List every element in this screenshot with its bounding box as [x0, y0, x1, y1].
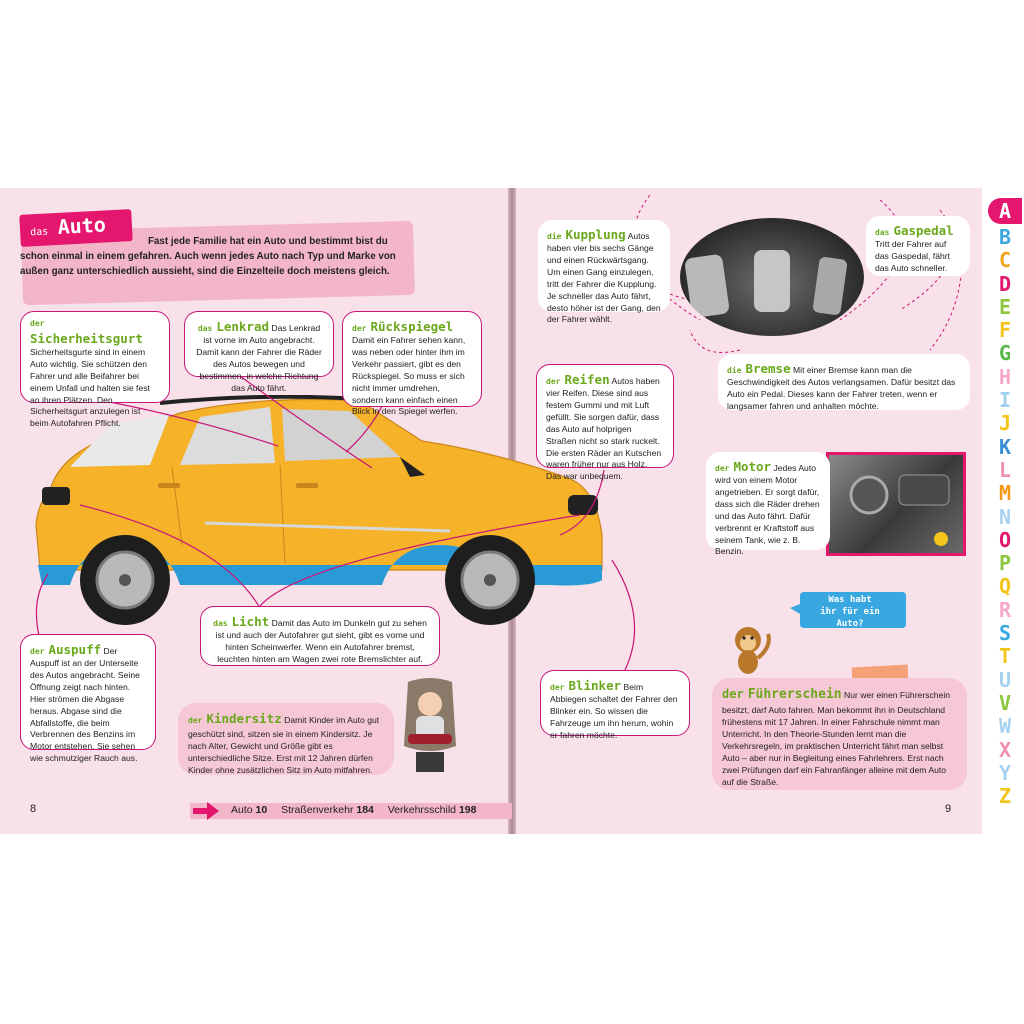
rueckspiegel-article: der — [352, 324, 367, 333]
speech-line1: Was habt — [828, 595, 872, 605]
blinker-box — [540, 670, 690, 740]
lenkrad-term: Lenkrad — [216, 319, 269, 334]
alphabet-letter[interactable]: C — [998, 248, 1012, 273]
bremse-text: Mit einer Bremse kann man die Geschwindigkeit des Autos verlangsamen. Dafür besitzt das Auto ein Pedal. Dieses kann der Fahrer treten, wenn er langsamer fahren und anhalten möchte. — [727, 365, 956, 411]
alphabet-letter[interactable]: D — [998, 271, 1012, 296]
alphabet-letter[interactable]: B — [998, 225, 1012, 249]
kupplung-term: Kupplung — [565, 227, 626, 242]
crossref-link[interactable]: Straßenverkehr 184 — [281, 804, 374, 816]
kupplung-box — [538, 220, 670, 325]
child-seat-photo — [394, 676, 466, 776]
arrow-right-icon — [193, 802, 219, 820]
bremse-term: Bremse — [745, 361, 791, 376]
licht-box — [200, 606, 440, 666]
lenkrad-article: das — [197, 324, 213, 333]
auspuff-term: Auspuff — [48, 642, 102, 657]
licht-article: das — [213, 619, 228, 628]
crossref-link[interactable]: Verkehrsschild 198 — [387, 804, 477, 816]
auspuff-article: der — [30, 647, 45, 656]
kindersitz-box — [178, 703, 394, 775]
fuehrerschein-article: der — [722, 687, 744, 701]
speech-text — [808, 594, 892, 630]
bremse-article: die — [727, 366, 742, 375]
pedals-photo — [680, 218, 864, 336]
kindersitz-article: der — [188, 716, 203, 725]
reifen-article: der — [546, 377, 561, 386]
rueckspiegel-text: Damit ein Fahrer sehen kann, was neben oder hinter ihm im Verkehr passiert, gibt es den Rückspiegel. So muss er sich nicht immer umdrehen, sondern kann einfach einen Blick in den Spiegel werfen. — [352, 335, 466, 417]
alphabet-letter[interactable]: N — [998, 504, 1012, 529]
intro-text: Fast jede Familie hat ein Auto und bestimmt bist du schon einmal in einem gefahren. Auch wenn jedes Auto nach Typ und Marke von außen ganz unterschiedlich aussieht, sind die Einzelteile doch meistens gleich. — [20, 236, 396, 278]
rueckspiegel-term: Rückspiegel — [370, 319, 454, 334]
sicherheitsgurt-term: Sicherheitsgurt — [30, 330, 143, 346]
alphabet-index — [988, 198, 1022, 808]
alphabet-letter[interactable]: G — [998, 341, 1012, 366]
fuehrerschein-box — [712, 678, 967, 790]
auspuff-text: Der Auspuff ist an der Unterseite des Autos angebracht. Seine Öffnung zeigt nach hinten. Hier strömen die Abgase heraus. Abgase sind die Abfallstoffe, die beim Verbrennen des Benzins im Motor entstehen. Sie sehen wie schmutziger Rauch aus. — [30, 646, 140, 764]
alphabet-letter[interactable]: R — [998, 597, 1012, 622]
motor-text: Jedes Auto wird von einem Motor angetrieben. Er sorgt dafür, dass sich die Räder drehen und das Auto fährt. Dafür verbrennt er Kraftstoff aus seinem Tank, wie z. B. Benzin. — [715, 463, 820, 557]
alphabet-letter[interactable]: Q — [998, 574, 1012, 599]
alphabet-letter[interactable]: J — [998, 411, 1012, 436]
speech-highlight: Auto? — [836, 619, 864, 630]
alphabet-letter[interactable]: H — [998, 364, 1012, 389]
alphabet-letter[interactable]: Y — [998, 760, 1012, 785]
motor-article: der — [715, 464, 730, 473]
page-number-left: 8 — [30, 803, 37, 815]
kupplung-article: die — [547, 232, 562, 241]
reifen-box — [536, 364, 674, 482]
alphabet-letter[interactable]: E — [998, 294, 1012, 319]
sicherheitsgurt-box — [20, 311, 170, 429]
blinker-text: Beim Abbiegen schaltet der Fahrer den Blinker ein. So wissen die Fahrzeuge um ihn herum, wohin er fahren möchte. — [550, 682, 678, 740]
gaspedal-term: Gaspedal — [893, 223, 954, 238]
alphabet-letter[interactable]: V — [998, 690, 1012, 715]
engine-photo — [826, 452, 966, 556]
alphabet-letter[interactable]: M — [998, 481, 1012, 506]
cross-references — [231, 804, 476, 816]
gaspedal-article: das — [875, 228, 890, 237]
page-number-right: 9 — [945, 803, 952, 815]
sicherheitsgurt-article: der — [30, 319, 45, 328]
licht-text: Damit das Auto im Dunkeln gut zu sehen ist und auch der Autofahrer gut sieht, gibt es vorne und hinten Scheinwerfer. Wenn ein Autofahrer bremst, leuchten hinten am Wagen zwei rote Bremslichter auf. — [215, 618, 427, 664]
alphabet-letter[interactable]: P — [998, 551, 1012, 576]
fuehrerschein-text: Nur wer einen Führerschein besitzt, darf Auto fahren. Man bekommt ihn in Deutschland frühestens mit 17 Jahren. In einer Fahrschule nimmt man Unterricht. In den Theorie-Stunden lernt man die Verkehrsregeln, im praktischen Unterricht fährt man selbst Auto – aber nur in Begleitung eines Fahrlehrers. Erst nach zwei Prüfungen darf ein Fahranfänger alleine mit dem Auto auf die Straße. — [722, 690, 951, 788]
alphabet-letter[interactable]: F — [998, 318, 1012, 343]
rueckspiegel-box — [342, 311, 482, 417]
alphabet-letter[interactable]: U — [998, 667, 1012, 692]
bremse-box — [718, 354, 970, 410]
title-word: Auto — [56, 212, 107, 239]
alphabet-letter[interactable]: T — [998, 644, 1012, 669]
reifen-text: Autos haben vier Reifen. Diese sind aus festem Gummi und mit Luft gefüllt. Sie sorgen dafür, dass das Auto auf holprigen Straßen nicht so stark ruckelt. Die ersten Räder an Kutschen waren früher nur aus Holz. Das war unbequem. — [546, 376, 662, 482]
alphabet-letter[interactable]: L — [998, 457, 1012, 482]
alphabet-letter[interactable]: I — [998, 388, 1012, 413]
licht-term: Licht — [231, 614, 270, 629]
lenkrad-box — [184, 311, 334, 393]
blinker-article: der — [550, 683, 565, 692]
alphabet-letter-active[interactable]: A — [988, 198, 1022, 224]
title-article: das — [29, 226, 49, 239]
fuehrerschein-term: Führerschein — [747, 687, 842, 702]
sicherheitsgurt-text: Sicherheitsgurte sind in einem Auto wichtig. Sie schützen den Fahrer und alle Beifahrer bei einem Unfall und halten sie fest an ihren Plätzen. Den Sicherheitsgurt anzulegen ist beim Autofahren Pflicht. — [30, 347, 150, 429]
auspuff-box — [20, 634, 156, 764]
motor-term: Motor — [733, 459, 772, 474]
kindersitz-term: Kindersitz — [206, 711, 282, 726]
speech-line2: ihr für ein — [820, 607, 880, 618]
alphabet-letter[interactable]: O — [998, 527, 1012, 552]
monkey-illustration — [722, 622, 778, 678]
motor-box — [706, 452, 830, 557]
blinker-term: Blinker — [568, 678, 622, 693]
alphabet-letter[interactable]: W — [998, 714, 1012, 739]
alphabet-letter[interactable]: K — [998, 434, 1012, 459]
alphabet-letter[interactable]: S — [998, 621, 1012, 646]
gaspedal-box — [866, 216, 970, 276]
crossref-link[interactable]: Auto 10 — [231, 804, 268, 816]
reifen-term: Reifen — [564, 372, 610, 387]
alphabet-letter[interactable]: Z — [998, 784, 1012, 809]
gaspedal-text: Tritt der Fahrer auf das Gaspedal, fährt das Auto schneller. — [875, 239, 951, 273]
lenkrad-text: Das Lenkrad ist vorne im Auto angebracht. Damit kann der Fahrer die Räder des Autos bewegen und bestimmen, in welche Richtung das Auto fährt. — [196, 323, 322, 393]
kindersitz-text: Damit Kinder im Auto gut geschützt sind, sitzen sie in einem Kindersitz. Je nach Alter, Gewicht und Größe gibt es unterschiedliche Sitze. Erst mit 12 Jahren dürfen Kinder ohne zusätzlichen Sitz im Auto mitfahren. — [188, 715, 380, 775]
alphabet-letter[interactable]: X — [998, 737, 1012, 762]
kupplung-text: Autos haben vier bis sechs Gänge und einen Rückwärtsgang. Um einen Gang einzulegen, tritt der Fahrer die Kupplung. Je schneller das Auto fährt, desto höher ist der Gang, den der Fahrer wählt. — [547, 231, 661, 325]
